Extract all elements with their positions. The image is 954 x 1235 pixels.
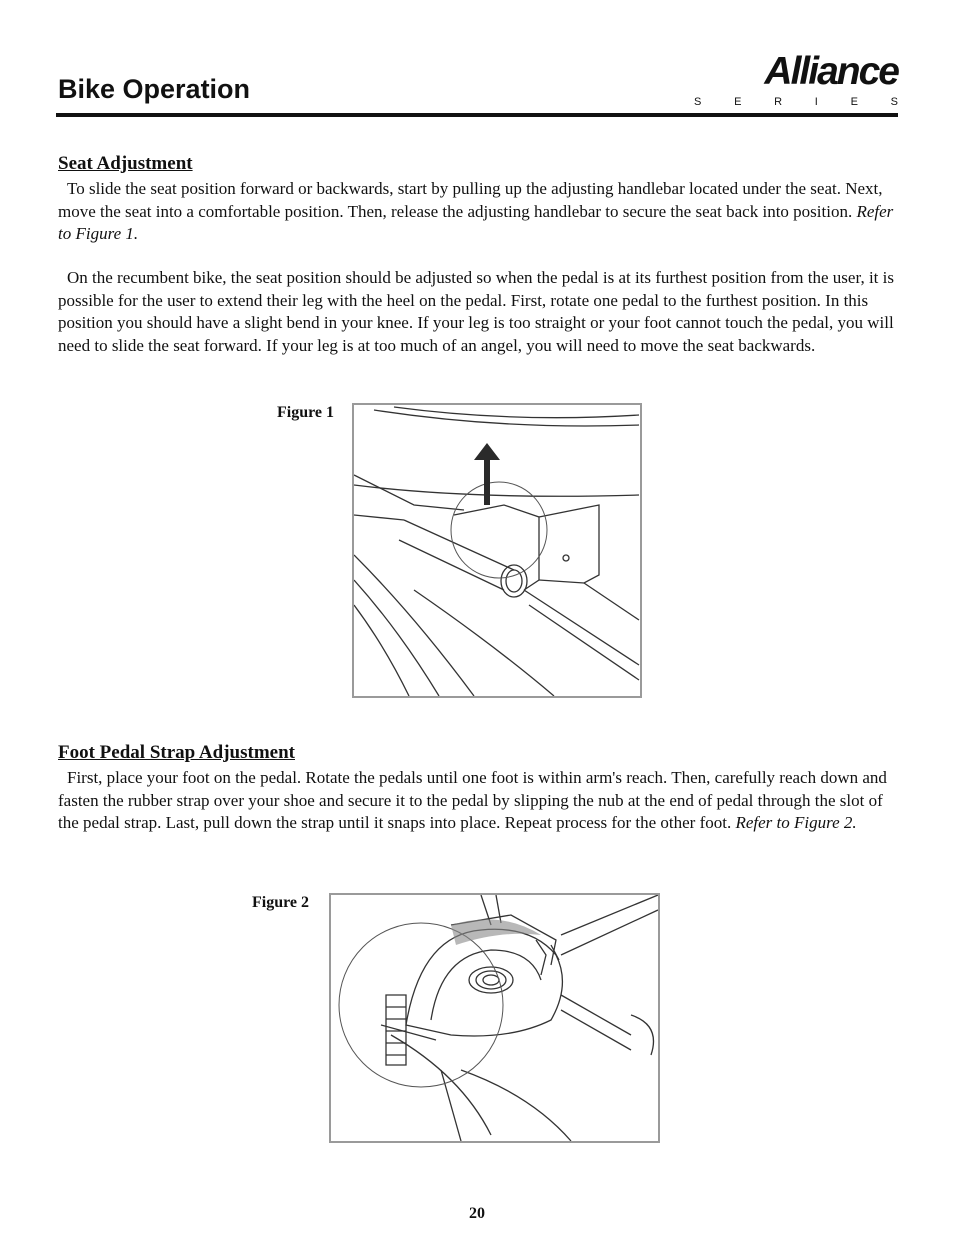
foot-pedal-paragraph-1 <box>58 767 898 835</box>
logo-series-letters <box>694 95 898 109</box>
figure-1-label: Figure 1 <box>277 404 335 421</box>
logo-series-letter: S <box>890 96 898 108</box>
figure-2-label: Figure 2 <box>252 894 310 911</box>
figure-reference: Refer to Figure 1. <box>58 201 894 243</box>
alliance-series-logo <box>692 52 898 112</box>
section-heading-foot-pedal-strap: Foot Pedal Strap Adjustment <box>58 742 295 763</box>
paragraph-text: To slide the seat position forward or backwards, start by pulling up the adjusting handlebar located under the seat. Next, move the seat into a comfortable position. Then, release the adjusting handlebar to secure the seat back into position. <box>58 179 883 221</box>
paragraph-text: On the recumbent bike, the seat position should be adjusted so when the pedal is at its furthest position from the user, it is possible for the user to extend their leg with the heel on the pedal. First, rotate one pedal to the furthest position. In this position you should have a slight bend in your knee. If your leg is too straight or your foot cannot touch the pedal, you will need to slide the seat forward. If your leg is at too much of an angel, you will need to move the seat backwards. <box>58 268 894 355</box>
logo-wordmark: Alliance <box>764 50 898 93</box>
logo-series-letter: S <box>694 96 702 108</box>
section-heading-seat-adjustment: Seat Adjustment <box>58 153 193 174</box>
seat-adjustment-paragraph-1 <box>58 178 898 246</box>
page-title: Bike Operation <box>58 74 251 104</box>
logo-series-letter: E <box>850 96 858 108</box>
header-divider <box>56 113 898 117</box>
seat-adjustment-paragraph-2 <box>58 267 898 357</box>
figure-1-image <box>352 403 642 698</box>
logo-series-letter: E <box>734 96 742 108</box>
figure-reference: Refer to Figure 2. <box>735 813 857 832</box>
pedal-strap-illustration-icon <box>331 895 658 1141</box>
logo-series-letter: R <box>774 96 783 108</box>
figure-2-image <box>329 893 660 1143</box>
logo-series-letter: I <box>814 96 818 108</box>
seat-adjust-lever-illustration-icon <box>354 405 640 696</box>
paragraph-text: First, place your foot on the pedal. Rotate the pedals until one foot is within arm's reach. Then, carefully reach down and fasten the rubber strap over your shoe and secure it to the pedal by slipping the nub at the end of pedal through the slot of the pedal strap. Last, pull down the strap until it snaps into place. Repeat process for the other foot. <box>58 768 887 832</box>
page-number: 20 <box>469 1205 485 1222</box>
